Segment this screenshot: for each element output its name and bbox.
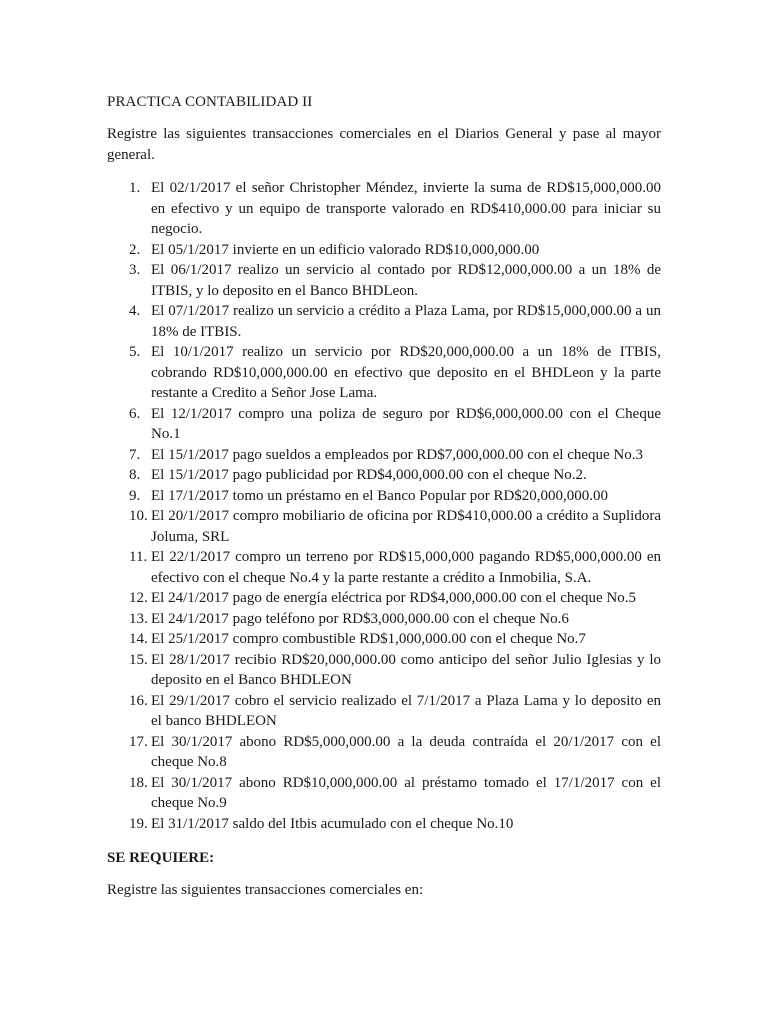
transaction-number: 14. [129, 631, 148, 647]
transaction-item [107, 240, 661, 261]
transaction-text: El 24/1/2017 pago teléfono por RD$3,000,000.00 con el cheque No.6 [151, 610, 569, 627]
transaction-text: El 30/1/2017 abono RD$5,000,000.00 a la deuda contraída el 20/1/2017 con el cheque No.8 [151, 733, 661, 770]
transaction-item [107, 547, 661, 588]
transaction-item [107, 650, 661, 691]
transaction-item [107, 732, 661, 773]
transaction-text: El 10/1/2017 realizo un servicio por RD$20,000,000.00 a un 18% de ITBIS, cobrando RD$10,000,000.00 en efectivo que deposito en el BHDLeon y la parte restante a Credito a Señor Jose Lama. [151, 344, 661, 401]
transaction-text: El 07/1/2017 realizo un servicio a crédito a Plaza Lama, por RD$15,000,000.00 a un 18% de ITBIS. [151, 303, 661, 340]
transaction-item [107, 486, 661, 507]
transaction-item [107, 773, 661, 814]
transaction-text: El 17/1/2017 tomo un préstamo en el Banco Popular por RD$20,000,000.00 [151, 487, 609, 504]
transaction-item [107, 691, 661, 732]
transaction-item [107, 404, 661, 445]
transaction-text: El 25/1/2017 compro combustible RD$1,000,000.00 con el cheque No.7 [151, 631, 586, 647]
transactions-list [107, 178, 661, 834]
intro-paragraph: Registre las siguientes transacciones comerciales en el Diarios General y pase al mayor general. [107, 126, 661, 163]
transaction-text: El 20/1/2017 compro mobiliario de oficina por RD$410,000.00 a crédito a Suplidora Joluma, SRL [151, 508, 661, 545]
transaction-item [107, 814, 661, 835]
transaction-text: El 22/1/2017 compro un terreno por RD$15,000,000 pagando RD$5,000,000.00 en efectivo con el cheque No.4 y la parte restante a crédito a Inmobilia, S.A. [151, 549, 661, 586]
transaction-number: 13. [129, 610, 148, 627]
transaction-number: 16. [129, 692, 148, 709]
transaction-number: 15. [129, 651, 148, 668]
transaction-text: El 15/1/2017 pago publicidad por RD$4,000,000.00 con el cheque No.2. [151, 467, 587, 483]
transaction-item [107, 465, 661, 486]
transaction-text: El 30/1/2017 abono RD$10,000,000.00 al préstamo tomado el 17/1/2017 con el cheque No.9 [151, 774, 661, 811]
document-title: PRACTICA CONTABILIDAD II [107, 94, 313, 110]
transaction-item [107, 506, 661, 547]
transaction-item [107, 629, 661, 650]
transaction-item [107, 445, 661, 466]
transaction-text: El 02/1/2017 el señor Christopher Méndez, invierte la suma de RD$15,000,000.00 en efectivo y un equipo de transporte valorado en RD$410,000.00 para iniciar su negocio. [151, 180, 661, 237]
transaction-number: 5. [129, 344, 141, 360]
transaction-item [107, 609, 661, 630]
transaction-text: El 05/1/2017 invierte en un edificio valorado RD$10,000,000.00 [151, 241, 540, 258]
footer-paragraph: Registre las siguientes transacciones comerciales en: [107, 882, 424, 898]
transaction-text: El 31/1/2017 saldo del Itbis acumulado con el cheque No.10 [151, 815, 514, 832]
transaction-text: El 06/1/2017 realizo un servicio al contado por RD$12,000,000.00 a un 18% de ITBIS, y lo deposito en el Banco BHDLeon. [151, 262, 661, 299]
transaction-item [107, 301, 661, 342]
transaction-item [107, 588, 661, 609]
transaction-number: 7. [129, 446, 141, 463]
transaction-number: 9. [129, 487, 141, 504]
transaction-number: 1. [129, 180, 141, 196]
transaction-number: 17. [129, 733, 148, 750]
transaction-number: 19. [129, 815, 148, 832]
transaction-number: 12. [129, 590, 148, 606]
transaction-number: 18. [129, 774, 148, 791]
transaction-text: El 29/1/2017 cobro el servicio realizado el 7/1/2017 a Plaza Lama y lo deposito en el banco BHDLEON [151, 692, 661, 729]
transaction-number: 4. [129, 303, 141, 319]
transaction-text: El 24/1/2017 pago de energía eléctrica por RD$4,000,000.00 con el cheque No.5 [151, 590, 637, 606]
transaction-item [107, 342, 661, 404]
transaction-number: 8. [129, 467, 141, 483]
transaction-item [107, 178, 661, 240]
transaction-number: 2. [129, 241, 141, 258]
transaction-text: El 12/1/2017 compro una poliza de seguro por RD$6,000,000.00 con el Cheque No.1 [151, 405, 661, 442]
transaction-number: 6. [129, 405, 141, 422]
transaction-text: El 28/1/2017 recibio RD$20,000,000.00 como anticipo del señor Julio Iglesias y lo deposito en el Banco BHDLEON [151, 651, 661, 688]
required-heading: SE REQUIERE: [107, 850, 215, 866]
transaction-text: El 15/1/2017 pago sueldos a empleados por RD$7,000,000.00 con el cheque No.3 [151, 446, 643, 463]
transaction-item [107, 260, 661, 301]
transaction-number: 3. [129, 262, 141, 278]
transaction-number: 11. [129, 549, 148, 565]
transaction-number: 10. [129, 508, 148, 524]
